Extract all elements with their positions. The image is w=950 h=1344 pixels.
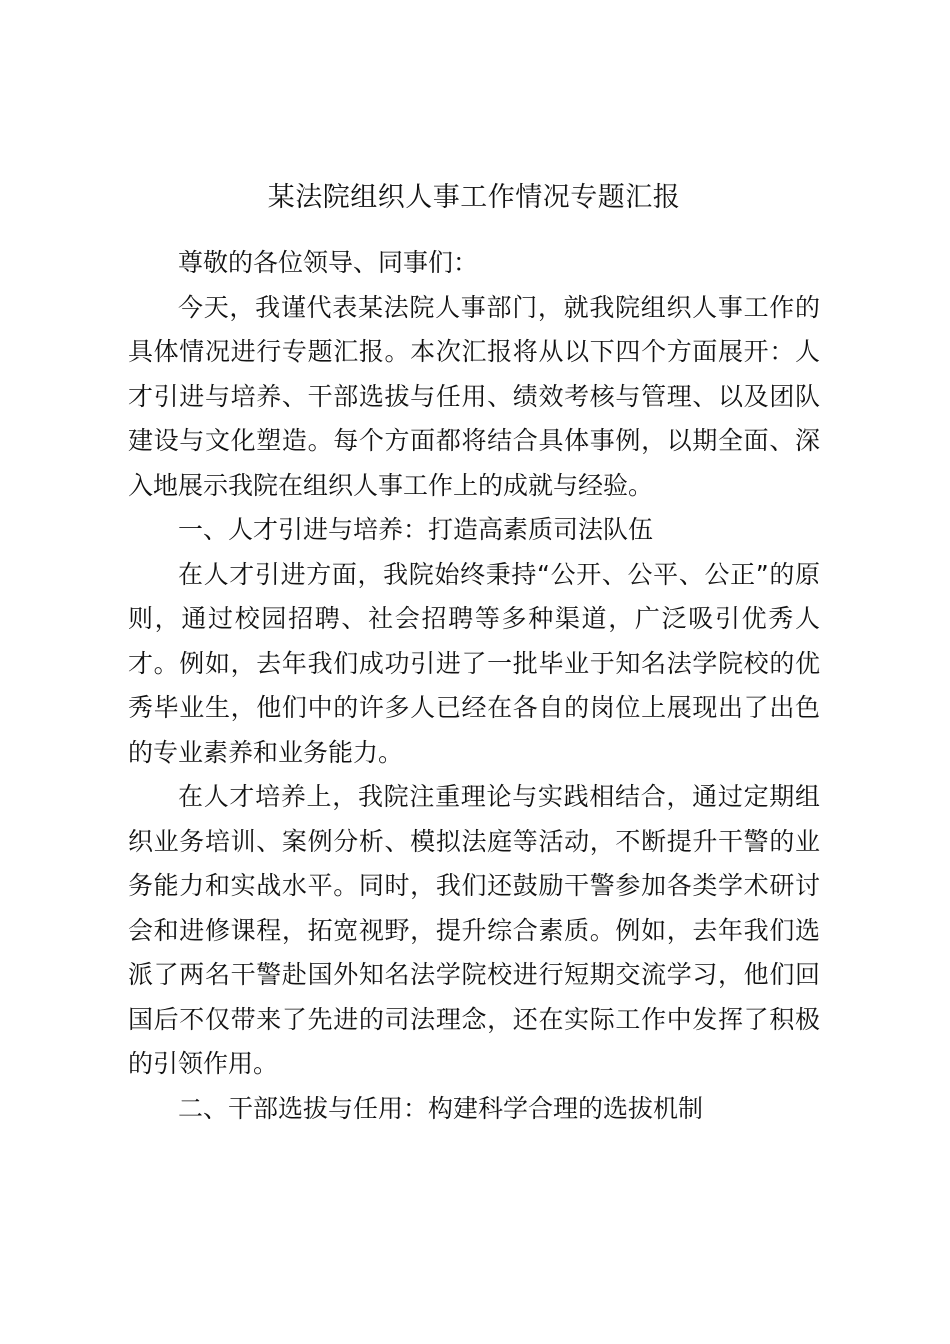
talent-recruitment-paragraph: 在人才引进方面，我院始终秉持“公开、公平、公正”的原则，通过校园招聘、社会招聘等多种渠道，广泛吸引优秀人才。例如，去年我们成功引进了一批毕业于知名法学院校的优秀毕业生，他们中的许多人已经在各自的岗位上展现出了出色的专业素养和业务能力。 — [128, 559, 820, 767]
section-heading-1: 一、人才引进与培养：打造高素质司法队伍 — [178, 515, 654, 544]
salutation: 尊敬的各位领导、同事们： — [178, 248, 479, 277]
talent-training-paragraph: 在人才培养上，我院注重理论与实践相结合，通过定期组织业务培训、案例分析、模拟法庭等活动，不断提升干警的业务能力和实战水平。同时，我们还鼓励干警参加各类学术研讨会和进修课程，拓宽视野，提升综合素质。例如，去年我们选派了两名干警赴国外知名法学院校进行短期交流学习，他们回国后不仅带来了先进的司法理念，还在实际工作中发挥了积极的引领作用。 — [128, 782, 820, 1078]
document-body — [128, 241, 820, 1131]
document-title: 某法院组织人事工作情况专题汇报 — [267, 182, 681, 213]
section-heading-2: 二、干部选拔与任用：构建科学合理的选拔机制 — [178, 1093, 704, 1123]
intro-paragraph: 今天，我谨代表某法院人事部门，就我院组织人事工作的具体情况进行专题汇报。本次汇报将从以下四个方面展开：人才引进与培养、干部选拔与任用、绩效考核与管理、以及团队建设与文化塑造。每个方面都将结合具体事例，以期全面、深入地展示我院在组织人事工作上的成就与经验。 — [128, 292, 820, 500]
